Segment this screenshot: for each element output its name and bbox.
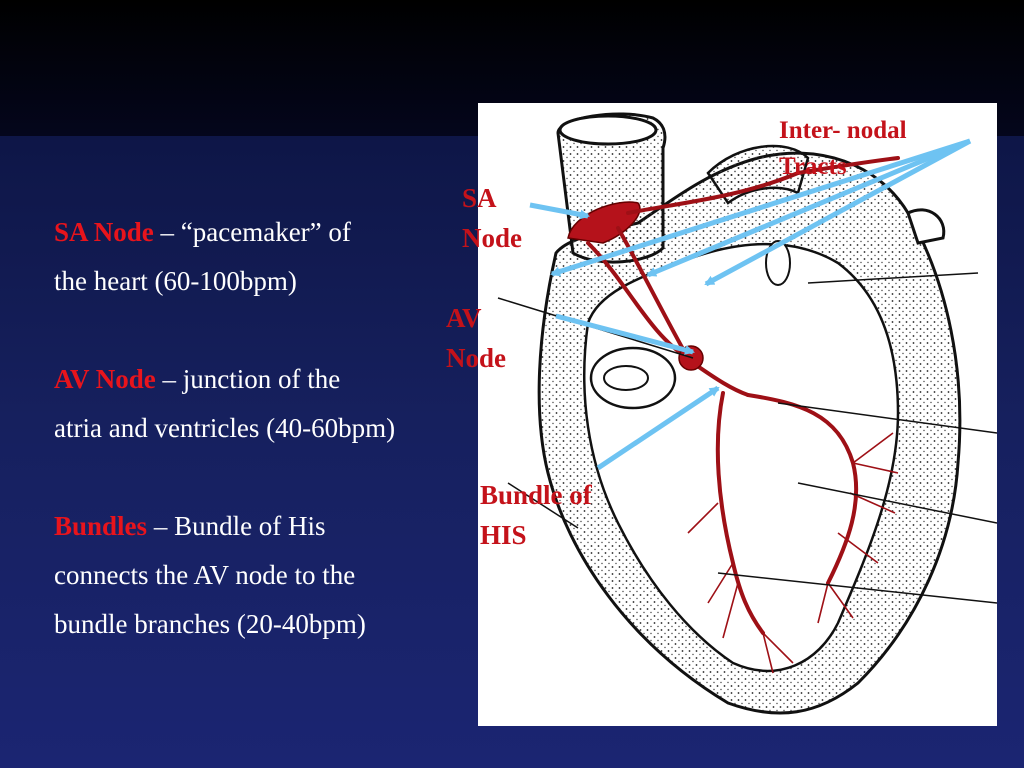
vena-cava-opening bbox=[560, 116, 656, 144]
bundles-desc-line2: connects the AV node to the bbox=[54, 560, 356, 590]
bundles-desc-line3: bundle branches (20-40bpm) bbox=[54, 609, 366, 639]
av-node-label-line1: AV bbox=[446, 303, 482, 333]
sa-node-label-line2: Node bbox=[462, 223, 522, 253]
coronary-sinus-opening bbox=[604, 366, 648, 390]
heart-conduction-diagram bbox=[478, 103, 997, 726]
av-node-term: AV Node bbox=[54, 364, 156, 394]
av-node-label bbox=[446, 298, 506, 378]
bundle-of-his-label bbox=[480, 475, 592, 555]
bundles-desc: – Bundle of His bbox=[147, 511, 326, 541]
sa-node-term: SA Node bbox=[54, 217, 154, 247]
internodal-label-line2: Tracts bbox=[779, 153, 847, 180]
sa-node-label bbox=[462, 178, 522, 258]
sa-node-paragraph bbox=[54, 208, 484, 306]
av-node-label-line2: Node bbox=[446, 343, 506, 373]
sa-node-desc-line2: the heart (60-100bpm) bbox=[54, 266, 297, 296]
valve-opening-right bbox=[766, 241, 790, 285]
bundle-of-his-label-line1: Bundle of bbox=[480, 480, 592, 510]
av-node-desc-line2: atria and ventricles (40-60bpm) bbox=[54, 413, 396, 443]
internodal-label-line1: Inter- nodal bbox=[779, 117, 907, 144]
bundle-of-his-label-line2: HIS bbox=[480, 520, 527, 550]
bundles-paragraph bbox=[54, 502, 484, 649]
bundles-term: Bundles bbox=[54, 511, 148, 541]
av-node-desc: – junction of the bbox=[155, 364, 341, 394]
sa-node-desc: – “pacemaker” of bbox=[153, 217, 351, 247]
av-node-paragraph bbox=[54, 355, 484, 453]
slide-body bbox=[54, 208, 484, 649]
internodal-label bbox=[779, 113, 907, 185]
sa-node-label-line1: SA bbox=[462, 183, 497, 213]
heart-illustration bbox=[478, 103, 997, 726]
